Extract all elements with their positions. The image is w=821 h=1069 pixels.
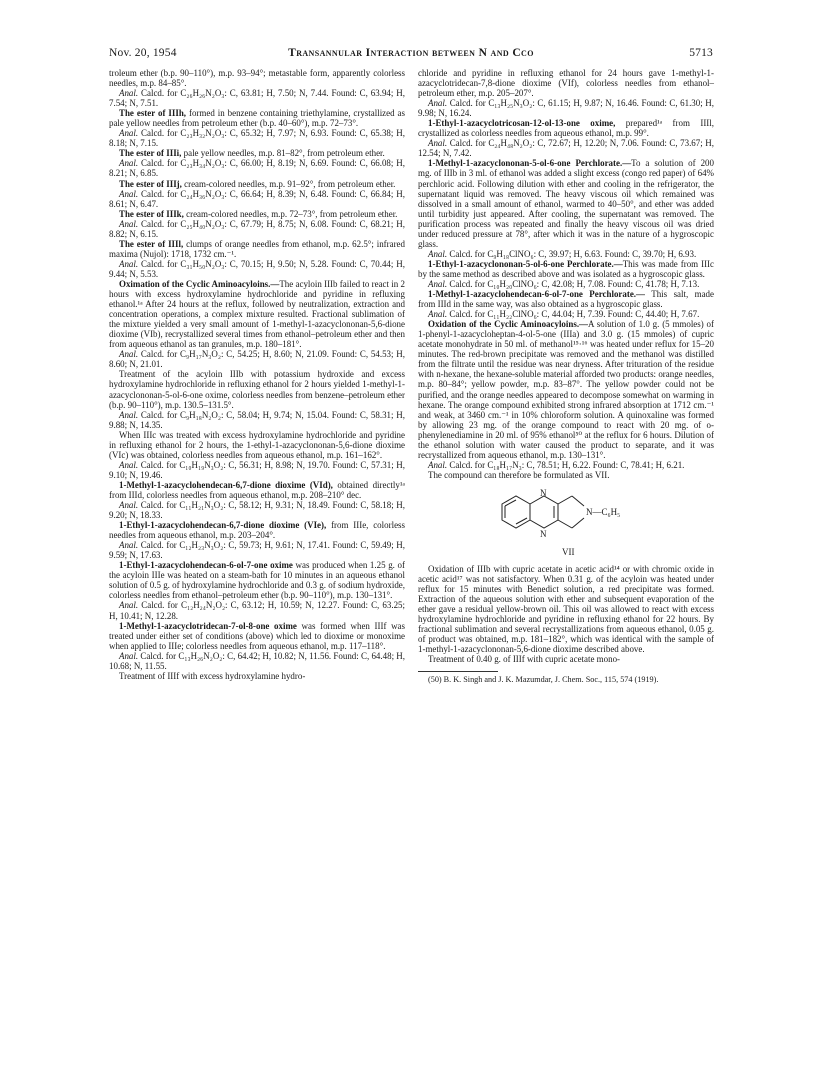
- header-page-number: 5713: [689, 47, 713, 59]
- paragraph: [109, 651, 405, 671]
- paragraph-text: A solution of 1.0 g. (5 mmoles) of 1-phenyl-1-azacycloheptan-4-ol-5-one (IIIa) and 3.0 g. (15 mmoles) of cupric acetate monohydrate in 50 ml. of methanol¹⁵·¹⁶ was heated under reflux for 15–20 minutes. The red-brown precipitate was removed and the methanol was distilled from the filtrate until the residue was near dryness. After trituration of the residue with n-hexane, the hexane-soluble material afforded two products: orange needles, m.p. 80–84°; yellow powder, m.p. 83–87°. The yellow powder could not be purified, and the orange needles appeared to decompose somewhat on warming in hexane. The orange compound exhibited strong infrared absorption at 1712 cm.⁻¹ and weak, at 3460 cm.⁻¹ in 10% chloroform solution. A quinoxaline was formed by allowing 23 mg. of the orange compound to react with 20 mg. of o-phenylenediamine in 20 ml. of 95% ethanol⁵⁰ at the reflux for 6 hours. Dilution of the ethanol solution with water caused the product to separate, and it was recrystallized from aqueous ethanol, m.p. 130–131°.: [418, 319, 714, 460]
- paragraph-text: cream-colored needles, m.p. 72–73°, from petroleum ether.: [183, 208, 398, 219]
- analysis-label: Anal.: [119, 158, 139, 169]
- analysis-label: Anal.: [119, 218, 139, 229]
- analysis-label: Anal.: [119, 349, 139, 360]
- paragraph-text: Calcd. for C₁₈H₁₇N₃: C, 78.51; H, 6.22. Found: C, 78.41; H, 6.21.: [447, 459, 685, 470]
- paragraph-heading: 1-Methyl-1-azacyclohendecan-6,7-dione dioxime (VId),: [119, 479, 333, 490]
- analysis-label: Anal.: [119, 258, 139, 269]
- paragraph-text: Treatment of 0.40 g. of IIIf with cupric acetate mono-: [428, 654, 621, 665]
- paragraph-text: Calcd. for C₂₆H₂₆N₂O₃: C, 63.81; H, 7.50; N, 7.44. Found: C, 63.94; H, 7.54; N, 7.51.: [109, 88, 405, 109]
- analysis-label: Anal.: [119, 540, 139, 551]
- paragraph: [418, 470, 714, 480]
- paragraph: [109, 410, 405, 430]
- analysis-label: Anal.: [119, 128, 139, 139]
- paragraph-text: Calcd. for C₉H₁₈N₂O₂: C, 58.04; H, 9.74; N, 15.04. Found: C, 58.31; H, 9.88; N, 14.35.: [109, 409, 405, 430]
- analysis-label: Anal.: [428, 278, 448, 289]
- paragraph: [109, 158, 405, 178]
- paragraph-text: Calcd. for C₂₃H₃₂N₂O₃: C, 65.32; H, 7.97; N, 6.93. Found: C, 65.38; H, 8.18; N, 7.15.: [109, 128, 405, 149]
- paragraph: [109, 520, 405, 540]
- paragraph: [418, 138, 714, 158]
- paragraph: [109, 259, 405, 279]
- paragraph: [109, 88, 405, 108]
- analysis-label: Anal.: [119, 500, 139, 511]
- paragraph: [109, 179, 405, 189]
- paragraph: [109, 349, 405, 369]
- paragraph-text: This salt, made from IIId in the same way, was also obtained as a hygroscopic glass.: [418, 289, 714, 310]
- paragraph-heading: 1-Ethyl-1-azacyclohendecan-6,7-dione dioxime (VIe),: [119, 520, 327, 531]
- paragraph-heading: The ester of IIIl,: [119, 238, 184, 249]
- paragraph: [418, 289, 714, 309]
- paragraph: [109, 108, 405, 128]
- paragraph: [109, 219, 405, 239]
- paragraph: [109, 68, 405, 88]
- paragraph-heading: The ester of IIIj,: [119, 178, 182, 189]
- paragraph-text: chloride and pyridine in refluxing ethanol for 24 hours gave 1-methyl-1-azacyclotridecan-7,8-dione dioxime (VIf), colorless needles from ethanol–petroleum ether, m.p. 205–207°.: [418, 68, 714, 99]
- paragraph-text: was produced when 1.25 g. of the acyloin IIIe was heated on a steam-bath for 10 minutes in an aqueous ethanol solution of 0.5 g. of hydroxylamine hydrochloride and 0.3 g. of sodium hydroxide, colorless needles from ethanol–petroleum ether (b.p. 90–110°), m.p. 130–131°.: [109, 560, 405, 601]
- paragraph-text: prepared¹ᵃ from IIIl, crystallized as colorless needles from aqueous ethanol, m.p. 99°.: [418, 118, 714, 139]
- paragraph-heading: 1-Methyl-1-azacyclohendecan-6-ol-7-one Perchlorate.—: [428, 289, 645, 300]
- paragraph: [109, 430, 405, 460]
- paragraph: [109, 621, 405, 651]
- paragraph-text: Treatment of IIIf with excess hydroxylamine hydro-: [119, 670, 306, 681]
- paragraph: [418, 158, 714, 248]
- paragraph: [418, 460, 714, 470]
- paragraph-text: Calcd. for C₁₃H₂₅N₃O₂: C, 61.15; H, 9.87; N, 16.46. Found: C, 61.30; H, 9.98; N, 16.24.: [418, 98, 714, 119]
- paragraph: [109, 671, 405, 681]
- paragraph: [418, 259, 714, 279]
- ring-nitrogen-bottom: N: [540, 528, 547, 539]
- paragraph-text: obtained directly¹ᵃ from IIId, colorless needles from aqueous ethanol, m.p. 208–210° dec.: [109, 479, 405, 500]
- header-date: Nov. 20, 1954: [109, 47, 177, 59]
- paragraph: [418, 98, 714, 118]
- paragraph-text: Calcd. for C₂₄H₃₆N₂O₃: C, 66.64; H, 8.39; N, 6.48. Found: C, 66.84; H, 8.61; N, 6.47.: [109, 188, 405, 209]
- paragraph-text: Calcd. for C₂₃H₃₄N₂O₃: C, 66.00; H, 8.19; N, 6.69. Found: C, 66.08; H, 8.21; N, 6.85.: [109, 158, 405, 179]
- paragraph-text: Calcd. for C₉H₁₈ClNO₆: C, 39.97; H, 6.63. Found: C, 39.70; H, 6.93.: [447, 248, 697, 259]
- paragraph-text: pale yellow needles, m.p. 81–82°, from petroleum ether.: [181, 148, 385, 159]
- paragraph-text: Calcd. for C₁₀H₁₉N₃O₂: C, 56.31; H, 8.98; N, 19.70. Found: C, 57.31; H, 9.10; N, 19.46.: [109, 459, 405, 480]
- paragraph-text: When IIIc was treated with excess hydroxylamine hydrochloride and pyridine in refluxing ethanol for 2 hours, the 1-ethyl-1-azacyclononan-5,6-dione dioxime (VIc) was obtained, colorless needles from aqueous ethanol, m.p. 161–162°.: [109, 429, 405, 460]
- paragraph-text: troleum ether (b.p. 90–110°), m.p. 93–94°; metastable form, apparently colorless needles, m.p. 84–85°.: [109, 68, 405, 89]
- paragraph-text: Calcd. for C₁₀H₂₀ClNO₆: C, 42.08; H, 7.08. Found: C, 41.78; H, 7.13.: [447, 278, 700, 289]
- paragraph: [109, 239, 405, 259]
- paragraph-heading: 1-Ethyl-1-azacyclononan-5-ol-6-one Perchlorate.—: [428, 258, 623, 269]
- paragraph: [109, 540, 405, 560]
- left-column: [109, 68, 405, 681]
- paragraph-text: The compound can therefore be formulated as VII.: [428, 469, 610, 480]
- analysis-label: Anal.: [428, 309, 448, 320]
- paragraph-heading: 1-Methyl-1-azacyclononan-5-ol-6-one Perchlorate.—: [428, 158, 632, 169]
- paragraph: [418, 654, 714, 664]
- paragraph-heading: Oxidation of the Cyclic Aminoacyloins.—: [428, 319, 588, 330]
- footnote-rule: [418, 671, 498, 672]
- paragraph: [109, 148, 405, 158]
- paragraph-text: cream-colored needles, m.p. 91–92°, from petroleum ether.: [181, 178, 396, 189]
- paragraph: [109, 128, 405, 148]
- paragraph-text: Calcd. for C₁₂H₂₃N₃O₂: C, 59.73; H, 9.61; N, 17.41. Found: C, 59.49; H, 9.59; N, 17.63.: [109, 540, 405, 561]
- analysis-label: Anal.: [428, 98, 448, 109]
- paragraph: [418, 249, 714, 259]
- right-column: [418, 68, 714, 685]
- right-column-text: [418, 68, 714, 480]
- paragraph: [109, 480, 405, 500]
- paragraph-text: Calcd. for C₁₃H₂₆N₂O₂: C, 64.42; H, 10.82; N, 11.56. Found: C, 64.48; H, 10.68; N, 11.55.: [109, 650, 405, 671]
- paragraph-heading: 1-Methyl-1-azacyclotridecan-7-ol-8-one oxime: [119, 620, 297, 631]
- page-header: [109, 47, 713, 63]
- paragraph-text: clumps of orange needles from ethanol, m.p. 62.5°; infrared maxima (Nujol): 1718, 1732 cm.⁻¹.: [109, 238, 405, 259]
- paragraph-text: This was made from IIIc by the same method as described above and was isolated as a hygroscopic glass.: [418, 258, 714, 279]
- analysis-label: Anal.: [119, 409, 139, 420]
- paragraph: [109, 500, 405, 520]
- paragraph-text: Calcd. for C₂₅H₄₀N₂O₃: C, 67.79; H, 8.75; N, 6.08. Found: C, 68.21; H, 8.82; N, 6.15.: [109, 218, 405, 239]
- paragraph: [418, 68, 714, 98]
- paragraph-text: The acyloin IIIb failed to react in 2 hours with excess hydroxylamine hydrochloride and pyridine in refluxing ethanol.¹ᵃ After 24 hours at the reflux, followed by neutralization, extraction and concentration operations, a complex mixture resulted. Fractional sublimation of the mixture yielded a very small amount of 1-methyl-1-azacyclononan-5,6-dione dioxime (VIb), recrystallized several times from ethanol–petroleum ether and then from aqueous ethanol as tan granules, m.p. 180–181°.: [109, 278, 405, 350]
- paragraph: [418, 564, 714, 654]
- paragraph-text: Calcd. for C₁₁H₂₁N₃O₂: C, 58.12; H, 9.31; N, 18.49. Found: C, 58.18; H, 9.20; N, 18.33.: [109, 500, 405, 521]
- paragraph-heading: 1-Ethyl-1-azacyclohendecan-6-ol-7-one oxime: [119, 560, 293, 571]
- paragraph: [109, 189, 405, 209]
- paragraph: [418, 118, 714, 138]
- paragraph-text: Calcd. for C₂₄H₄₈N₂O₂: C, 72.67; H, 12.20; N, 7.06. Found: C, 73.67; H, 12.54; N, 7.42.: [418, 138, 714, 159]
- paragraph-text: Calcd. for C₉H₁₇N₃O₂: C, 54.25; H, 8.60; N, 21.09. Found: C, 54.53; H, 8.60; N, 21.01.: [109, 349, 405, 370]
- paragraph-text: formed in benzene containing triethylamine, crystallized as pale yellow needles from petroleum ether (b.p. 40–60°), m.p. 72–73°.: [109, 108, 405, 129]
- figure-label: VII: [562, 546, 575, 557]
- paragraph: [109, 560, 405, 600]
- paragraph-text: Calcd. for C₁₁H₂₂ClNO₆: C, 44.04; H, 7.39. Found: C, 44.40; H, 7.67.: [447, 309, 700, 320]
- header-running-title: Transannular Interaction between N and Cco: [288, 47, 534, 59]
- right-column-text-continued: [418, 564, 714, 664]
- analysis-label: Anal.: [428, 138, 448, 149]
- analysis-label: Anal.: [119, 188, 139, 199]
- structure-figure-vii: [418, 484, 714, 562]
- paragraph-text: Oxidation of IIIb with cupric acetate in acetic acid¹⁴ or with chromic oxide in acetic acid¹⁷ was not satisfactory. When 0.31 g. of the acyloin was heated under reflux for 15 minutes with Benedict solution, a red precipitate was formed. Extraction of the aqueous solution with ether and subsequent evaporation of the ether gave a residual yellow-brown oil. This oil was allowed to react with excess hydroxylamine hydrochloride and pyridine in refluxing ethanol for 22 hours. By fractional sublimation and several recrystallizations from aqueous ethanol, 0.05 g. of product was obtained, m.p. 181–182°, which was identical with the sample of 1-methyl-1-azacyclononan-5,6-dione dioxime described above.: [418, 563, 714, 655]
- paragraph-text: To a solution of 200 mg. of IIIb in 3 ml. of ethanol was added a slight excess (congo red paper) of 64% perchloric acid. Following dilution with ether and cooling in the refrigerator, the supernatant liquid was removed. The heavy viscous oil which remained was dissolved in a small amount of ethanol, warmed to 40–50°, and ether was added until turbidity just appeared. After cooling, the supernatant was removed. The purification process was repeated and finally the heavy viscous oil was dried under reduced pressure at 78°, after which it was in the nature of a hygroscopic glass.: [418, 158, 714, 249]
- analysis-label: Anal.: [119, 600, 139, 611]
- paragraph-text: Treatment of the acyloin IIIb with potassium hydroxide and excess hydroxylamine hydrochloride in refluxing ethanol for 2 hours yielded 1-methyl-1-azacyclononan-5-ol-6-one oxime, colorless needles from benzene–petroleum ether (b.p. 90–110°), m.p. 130.5–131.5°.: [109, 369, 405, 410]
- analysis-label: Anal.: [428, 459, 448, 470]
- paragraph-heading: Oximation of the Cyclic Aminoacyloins.—: [119, 278, 280, 289]
- paragraph-text: Calcd. for C₃₁H₅₀N₂O₃: C, 70.15; H, 9.50; N, 5.28. Found: C, 70.44; H, 9.44; N, 5.53.: [109, 258, 405, 279]
- paragraph: [109, 460, 405, 480]
- analysis-label: Anal.: [119, 88, 139, 99]
- paragraph-heading: The ester of IIIi,: [119, 148, 182, 159]
- footnote-50: (50) B. K. Singh and J. K. Mazumdar, J. Chem. Soc., 115, 574 (1919).: [428, 675, 659, 685]
- phenyl-substituent-label: N—C₆H₅: [586, 506, 621, 517]
- analysis-label: Anal.: [119, 650, 139, 661]
- paragraph: [418, 309, 714, 319]
- paragraph-heading: The ester of IIIk,: [119, 208, 184, 219]
- paragraph: [418, 279, 714, 289]
- paragraph-text: was formed when IIIf was treated under either set of conditions (above) which led to dioxime or monoxime when applied to IIIe; colorless needles from aqueous ethanol, m.p. 117–118°.: [109, 620, 406, 651]
- paragraph-heading: 1-Ethyl-1-azacyclotricosan-12-ol-13-one oxime,: [428, 118, 616, 129]
- analysis-label: Anal.: [428, 248, 448, 259]
- paragraph: [109, 369, 405, 409]
- paragraph-heading: The ester of IIIh,: [119, 108, 187, 119]
- paragraph-text: Calcd. for C₁₂H₂₄N₂O₂: C, 63.12; H, 10.59; N, 12.27. Found: C, 63.25; H, 10.41; N, 12.28.: [109, 600, 405, 621]
- paragraph: [418, 319, 714, 460]
- paragraph: [109, 279, 405, 349]
- paragraph: [109, 209, 405, 219]
- ring-nitrogen-top: N: [540, 487, 547, 498]
- analysis-label: Anal.: [119, 459, 139, 470]
- paragraph: [109, 600, 405, 620]
- paragraph-text: from IIIe, colorless needles from aqueous ethanol, m.p. 203–204°.: [109, 520, 405, 541]
